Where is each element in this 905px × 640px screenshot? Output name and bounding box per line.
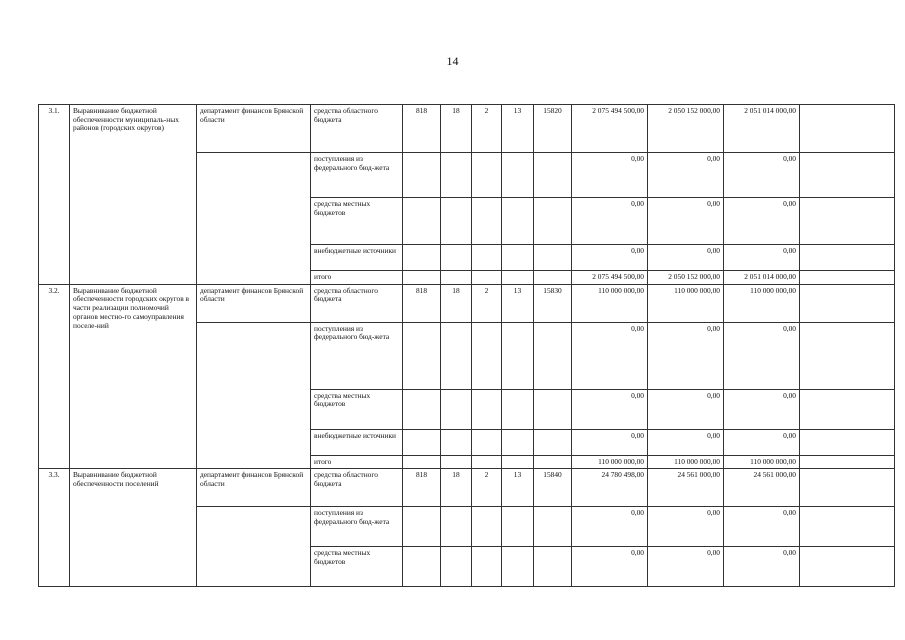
budget-code-cell xyxy=(534,507,572,547)
budget-code-cell: 18 xyxy=(441,284,472,322)
funding-source: итого xyxy=(311,455,403,469)
funding-source: средства местных бюджетов xyxy=(311,389,403,429)
blank-cell xyxy=(800,322,895,389)
table-row xyxy=(39,105,895,153)
amount-cell: 2 075 494 500,00 xyxy=(572,271,648,285)
funding-source: средства местных бюджетов xyxy=(311,547,403,587)
funding-source: средства местных бюджетов xyxy=(311,198,403,245)
amount-cell: 0,00 xyxy=(572,389,648,429)
budget-code-cell xyxy=(502,271,534,285)
budget-code-cell xyxy=(403,389,441,429)
blank-cell xyxy=(800,271,895,285)
amount-cell: 0,00 xyxy=(724,389,800,429)
budget-code-cell xyxy=(441,507,472,547)
amount-cell: 0,00 xyxy=(724,507,800,547)
amount-cell: 0,00 xyxy=(648,507,724,547)
blank-cell xyxy=(800,389,895,429)
budget-code-cell xyxy=(403,547,441,587)
amount-cell: 0,00 xyxy=(648,245,724,271)
budget-code-cell: 2 xyxy=(472,469,502,507)
amount-cell: 0,00 xyxy=(572,153,648,198)
budget-code-cell xyxy=(403,245,441,271)
amount-cell: 0,00 xyxy=(648,389,724,429)
budget-code-cell xyxy=(403,153,441,198)
budget-code-cell xyxy=(441,198,472,245)
amount-cell: 24 561 000,00 xyxy=(648,469,724,507)
budget-code-cell xyxy=(441,322,472,389)
blank-cell xyxy=(800,153,895,198)
amount-cell: 110 000 000,00 xyxy=(724,455,800,469)
budget-code-cell xyxy=(534,547,572,587)
budget-code-cell xyxy=(502,322,534,389)
budget-code-cell xyxy=(441,271,472,285)
amount-cell: 0,00 xyxy=(572,198,648,245)
item-name: Выравнивание бюджетной обеспеченности городских округов в части реализации полномочий органов местно-го самоуправления поселе-ний xyxy=(70,284,197,469)
budget-code-cell xyxy=(502,429,534,455)
blank-cell xyxy=(800,469,895,507)
budget-code-cell xyxy=(441,245,472,271)
item-executor: департамент финансов Брянской области xyxy=(197,469,311,507)
budget-code-cell xyxy=(472,455,502,469)
amount-cell: 0,00 xyxy=(648,547,724,587)
budget-code-cell xyxy=(534,429,572,455)
budget-code-cell: 18 xyxy=(441,105,472,153)
funding-source: средства областного бюджета xyxy=(311,469,403,507)
amount-cell: 0,00 xyxy=(572,547,648,587)
blank-cell xyxy=(800,105,895,153)
budget-code-cell xyxy=(403,429,441,455)
amount-cell: 2 050 152 000,00 xyxy=(648,105,724,153)
budget-code-cell xyxy=(472,271,502,285)
budget-code-cell: 2 xyxy=(472,105,502,153)
budget-code-cell xyxy=(472,245,502,271)
budget-code-cell: 818 xyxy=(403,284,441,322)
budget-code-cell xyxy=(441,429,472,455)
item-name: Выравнивание бюджетной обеспеченности поселений xyxy=(70,469,197,587)
budget-code-cell xyxy=(403,507,441,547)
amount-cell: 0,00 xyxy=(724,322,800,389)
budget-code-cell xyxy=(502,198,534,245)
amount-cell: 0,00 xyxy=(648,322,724,389)
executor-blank-cell xyxy=(197,507,311,587)
table-row xyxy=(39,469,895,507)
budget-code-cell: 818 xyxy=(403,469,441,507)
funding-source: средства областного бюджета xyxy=(311,105,403,153)
amount-cell: 24 561 000,00 xyxy=(724,469,800,507)
item-executor: департамент финансов Брянской области xyxy=(197,105,311,153)
budget-table xyxy=(38,104,895,587)
budget-code-cell xyxy=(534,271,572,285)
blank-cell xyxy=(800,547,895,587)
blank-cell xyxy=(800,429,895,455)
amount-cell: 0,00 xyxy=(724,245,800,271)
amount-cell: 0,00 xyxy=(572,322,648,389)
amount-cell: 0,00 xyxy=(648,198,724,245)
blank-cell xyxy=(800,284,895,322)
budget-code-cell: 15830 xyxy=(534,284,572,322)
budget-code-cell xyxy=(472,507,502,547)
amount-cell: 0,00 xyxy=(724,153,800,198)
funding-source: средства областного бюджета xyxy=(311,284,403,322)
amount-cell: 110 000 000,00 xyxy=(572,284,648,322)
item-index: 3.2. xyxy=(39,284,70,469)
budget-code-cell xyxy=(403,455,441,469)
budget-code-cell xyxy=(472,547,502,587)
budget-code-cell: 13 xyxy=(502,105,534,153)
amount-cell: 110 000 000,00 xyxy=(648,455,724,469)
page-number: 14 xyxy=(446,54,459,68)
budget-code-cell xyxy=(534,245,572,271)
budget-code-cell xyxy=(441,153,472,198)
amount-cell: 0,00 xyxy=(572,245,648,271)
amount-cell: 110 000 000,00 xyxy=(572,455,648,469)
amount-cell: 0,00 xyxy=(648,429,724,455)
budget-code-cell xyxy=(441,455,472,469)
amount-cell: 0,00 xyxy=(724,547,800,587)
budget-code-cell xyxy=(472,429,502,455)
budget-code-cell xyxy=(403,271,441,285)
funding-source: поступления из федерального бюд-жета xyxy=(311,507,403,547)
budget-code-cell xyxy=(534,322,572,389)
amount-cell: 2 051 014 000,00 xyxy=(724,271,800,285)
blank-cell xyxy=(800,245,895,271)
budget-code-cell xyxy=(502,507,534,547)
table-row xyxy=(39,284,895,322)
funding-source: поступления из федерального бюд-жета xyxy=(311,153,403,198)
budget-code-cell xyxy=(502,245,534,271)
budget-code-cell xyxy=(502,389,534,429)
amount-cell: 2 051 014 000,00 xyxy=(724,105,800,153)
budget-code-cell: 13 xyxy=(502,284,534,322)
budget-code-cell xyxy=(441,547,472,587)
budget-code-cell xyxy=(534,389,572,429)
funding-source: внебюджетные источники xyxy=(311,245,403,271)
budget-code-cell xyxy=(502,547,534,587)
item-name: Выравнивание бюджетной обеспеченности муниципаль-ных районов (городских округов) xyxy=(70,105,197,285)
funding-source: поступления из федерального бюд-жета xyxy=(311,322,403,389)
item-index: 3.3. xyxy=(39,469,70,587)
budget-code-cell: 818 xyxy=(403,105,441,153)
budget-code-cell xyxy=(472,198,502,245)
funding-source: внебюджетные источники xyxy=(311,429,403,455)
amount-cell: 24 780 498,00 xyxy=(572,469,648,507)
executor-blank-cell xyxy=(197,153,311,285)
budget-code-cell: 18 xyxy=(441,469,472,507)
budget-code-cell: 15840 xyxy=(534,469,572,507)
amount-cell: 110 000 000,00 xyxy=(724,284,800,322)
amount-cell: 0,00 xyxy=(724,198,800,245)
budget-code-cell xyxy=(534,198,572,245)
budget-code-cell xyxy=(472,153,502,198)
amount-cell: 2 050 152 000,00 xyxy=(648,271,724,285)
budget-code-cell xyxy=(403,198,441,245)
executor-blank-cell xyxy=(197,322,311,469)
item-executor: департамент финансов Брянской области xyxy=(197,284,311,322)
budget-code-cell: 2 xyxy=(472,284,502,322)
budget-code-cell: 15820 xyxy=(534,105,572,153)
budget-code-cell: 13 xyxy=(502,469,534,507)
blank-cell xyxy=(800,507,895,547)
amount-cell: 0,00 xyxy=(572,507,648,547)
budget-code-cell xyxy=(472,322,502,389)
funding-source: итого xyxy=(311,271,403,285)
amount-cell: 0,00 xyxy=(572,429,648,455)
budget-code-cell xyxy=(403,322,441,389)
budget-code-cell xyxy=(502,153,534,198)
budget-code-cell xyxy=(472,389,502,429)
amount-cell: 2 075 494 500,00 xyxy=(572,105,648,153)
budget-code-cell xyxy=(502,455,534,469)
budget-code-cell xyxy=(534,153,572,198)
amount-cell: 110 000 000,00 xyxy=(648,284,724,322)
item-index: 3.1. xyxy=(39,105,70,285)
blank-cell xyxy=(800,455,895,469)
budget-code-cell xyxy=(534,455,572,469)
amount-cell: 0,00 xyxy=(648,153,724,198)
blank-cell xyxy=(800,198,895,245)
budget-code-cell xyxy=(441,389,472,429)
amount-cell: 0,00 xyxy=(724,429,800,455)
